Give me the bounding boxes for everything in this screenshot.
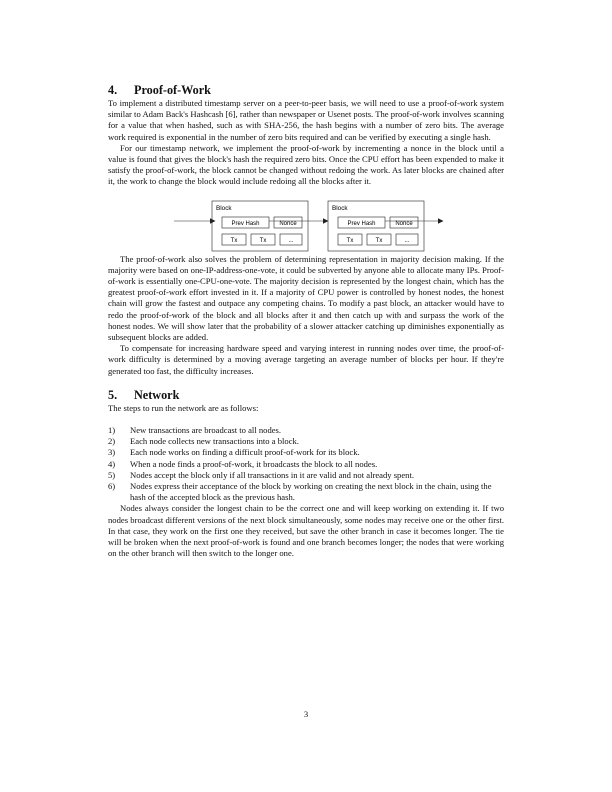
list-item xyxy=(108,425,504,436)
block-1-tx-2: Tx xyxy=(259,237,267,244)
section-4-paragraph-4: To compensate for increasing hardware speed and varying interest in running nodes over time, the proof-of-work difficulty is determined by a moving average targeting an average number of blocks per hour. If they're generated too fast, the difficulty increases. xyxy=(108,343,504,376)
network-steps-list xyxy=(108,425,504,503)
block-2 xyxy=(328,201,424,251)
list-item-text: Each node collects new transactions into a block. xyxy=(130,436,299,447)
block-2-prev-hash: Prev Hash xyxy=(347,220,376,227)
block-1-tx-3: ... xyxy=(288,237,294,244)
chain-arrow-between xyxy=(269,218,329,223)
list-item-number: 4) xyxy=(108,458,116,469)
block-2-tx-2: Tx xyxy=(375,237,383,244)
list-item xyxy=(108,481,504,503)
list-item xyxy=(108,470,504,481)
page-number: 3 xyxy=(303,709,309,719)
list-item-number: 6) xyxy=(108,481,116,492)
block-2-tx-3: ... xyxy=(404,237,410,244)
chain-arrow-in xyxy=(174,218,216,223)
list-item-text: Each node works on finding a difficult proof-of-work for its block. xyxy=(130,447,360,458)
section-4-title: Proof-of-Work xyxy=(134,83,211,97)
list-item-number: 2) xyxy=(108,436,116,447)
chain-arrow-out xyxy=(385,218,444,223)
block-1-nonce: Nonce xyxy=(279,220,297,227)
list-item xyxy=(108,459,504,470)
section-5-title: Network xyxy=(134,387,180,402)
section-4-paragraph-2: For our timestamp network, we implement the proof-of-work by incrementing a nonce in the block until a value is found that gives the block's hash the required zero bits. Once the CPU effort has been expended to make it satisfy the proof-of-work, the block cannot be changed without redoing the work. As later blocks are chained after it, the work to change the block would include redoing all the blocks after it. xyxy=(108,142,504,187)
list-item-text: Nodes express their acceptance of the block by working on creating the next block in the chain, using the hash of the accepted block as the previous hash. xyxy=(130,481,492,503)
block-chain-diagram xyxy=(108,196,504,254)
block-2-nonce: Nonce xyxy=(395,220,413,227)
block-2-label: Block xyxy=(332,204,348,212)
list-item-text: When a node finds a proof-of-work, it broadcasts the block to all nodes. xyxy=(130,458,378,469)
block-2-tx-1: Tx xyxy=(346,237,354,244)
block-1 xyxy=(212,201,308,251)
list-item-text: Nodes accept the block only if all transactions in it are valid and not already spent. xyxy=(130,469,414,480)
list-item-number: 3) xyxy=(108,447,116,458)
block-1-tx-1: Tx xyxy=(230,237,238,244)
block-1-label: Block xyxy=(216,204,232,212)
section-4-heading xyxy=(108,82,504,98)
list-item-text: New transactions are broadcast to all nodes. xyxy=(130,425,282,436)
page-body xyxy=(108,82,504,560)
list-item-number: 1) xyxy=(108,425,116,436)
block-1-prev-hash: Prev Hash xyxy=(231,220,260,227)
section-4-number: 4. xyxy=(108,83,118,97)
section-5-intro: The steps to run the network are as follows: xyxy=(108,402,259,413)
list-item-number: 5) xyxy=(108,469,116,480)
section-4-paragraph-1: To implement a distributed timestamp server on a peer-to-peer basis, we will need to use a proof-of-work system similar to Adam Back's Hashcash [6], rather than newspaper or Usenet posts. The proof-of-work involves scanning for a value that when hashed, such as with SHA-256, the hash begins with a number of zero bits. The average work required is exponential in the number of zero bits required and can be verified by executing a single hash. xyxy=(108,98,504,142)
section-5-number: 5. xyxy=(108,387,118,402)
section-4-paragraph-3: The proof-of-work also solves the problem of determining representation in majority decision making. If the majority were based on one-IP-address-one-vote, it could be subverted by anyone able to allocate many IPs. Proof-of-work is essentially one-CPU-one-vote. The majority decision is represented by the longest chain, which has the greatest proof-of-work effort invested in it. If a majority of CPU power is controlled by honest nodes, the honest chain will grow the fastest and outpace any competing chains. To modify a past block, an attacker would have to redo the proof-of-work of the block and all blocks after it and then catch up with and surpass the work of the honest nodes. We will show later that the probability of a slower attacker catching up diminishes exponentially as subsequent blocks are added. xyxy=(108,253,504,343)
section-5-heading xyxy=(108,387,504,403)
list-item xyxy=(108,447,504,458)
section-5-closing-paragraph: Nodes always consider the longest chain to be the correct one and will keep working on extending it. If two nodes broadcast different versions of the next block simultaneously, some nodes may receive one or the other first. In that case, they work on the first one they received, but save the other branch in case it becomes longer. The tie will be broken when the next proof-of-work is found and one branch becomes longer; the nodes that were working on the other branch will then switch to the longer one. xyxy=(108,503,504,559)
list-item xyxy=(108,436,504,447)
